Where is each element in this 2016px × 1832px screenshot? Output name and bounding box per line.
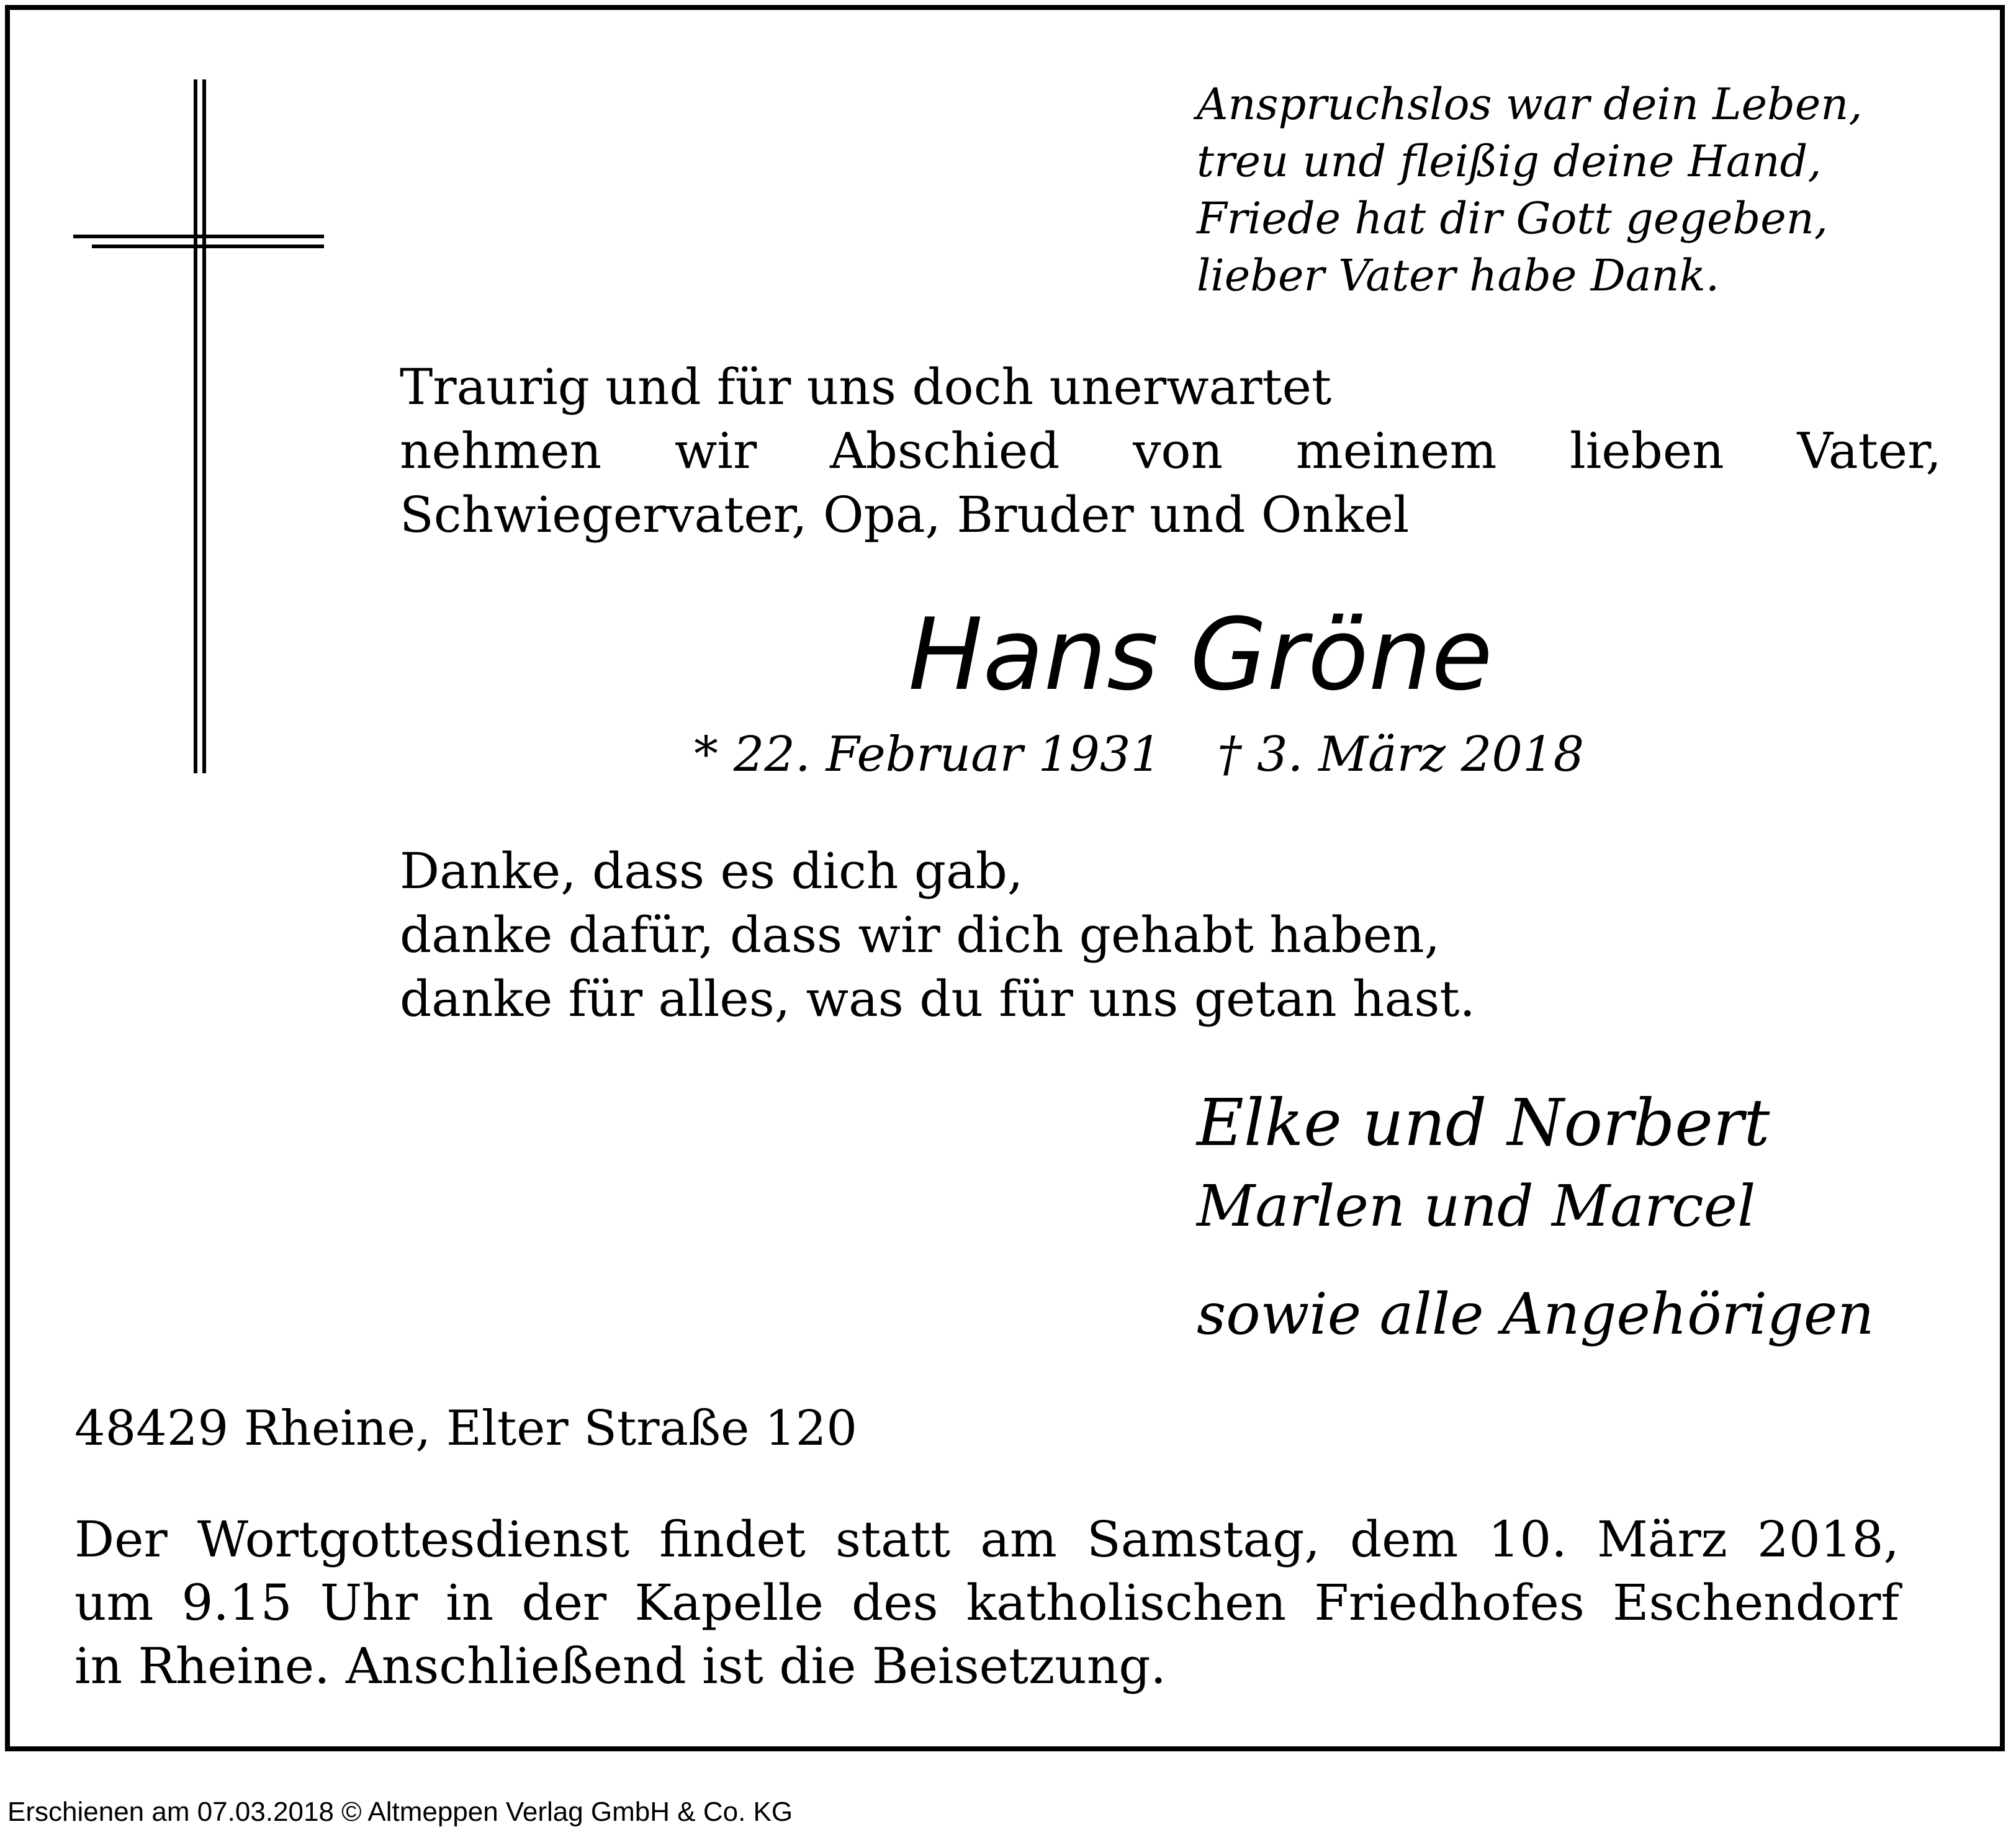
service-word: Der <box>74 1511 168 1568</box>
deceased-name: Hans Gröne <box>908 596 1493 712</box>
family-primary: Elke und Norbert <box>1197 1085 1770 1161</box>
intro-word: lieben <box>1570 422 1724 480</box>
service-word: Friedhofes <box>1314 1574 1585 1632</box>
service-word: Uhr <box>320 1574 418 1632</box>
intro-word: Abschied <box>829 422 1060 480</box>
family-secondary: Marlen und Marcel <box>1197 1173 1756 1239</box>
service-info <box>74 1508 1899 1698</box>
intro-line: Schwiegervater, Opa, Bruder und Onkel <box>400 486 1410 544</box>
service-word: 9.15 <box>181 1574 292 1632</box>
service-word: in <box>446 1574 494 1632</box>
intro-line: Traurig und für uns doch unerwartet <box>400 358 1332 416</box>
poem-line: Anspruchslos war dein Leben, <box>1197 79 1863 130</box>
service-word: der <box>521 1574 607 1632</box>
service-word: 10. <box>1488 1511 1567 1568</box>
intro-word: meinem <box>1295 422 1497 480</box>
poem-line: lieber Vater habe Dank. <box>1197 250 1720 301</box>
service-word: um <box>74 1574 154 1632</box>
service-word: dem <box>1349 1511 1459 1568</box>
death-date: † 3. März 2018 <box>1217 727 1585 783</box>
service-word: Kapelle <box>634 1574 824 1632</box>
intro-word: nehmen <box>400 422 602 480</box>
family-relatives: sowie alle Angehörigen <box>1197 1281 1874 1347</box>
service-word: Eschendorf <box>1613 1574 1899 1632</box>
service-word: Wortgottesdienst <box>197 1511 630 1568</box>
intro-word: wir <box>674 422 757 480</box>
publication-footer: Erschienen am 07.03.2018 © Altmeppen Verlag GmbH & Co. KG <box>7 1797 793 1827</box>
intro-word: von <box>1133 422 1223 480</box>
thanks-line: danke dafür, dass wir dich gehabt haben, <box>400 906 1441 964</box>
service-line: in Rheine. Anschließend ist die Beisetzung. <box>74 1637 1166 1695</box>
service-word: März <box>1596 1511 1727 1568</box>
service-word: am <box>980 1511 1057 1568</box>
life-dates <box>694 724 1584 786</box>
service-line-justified <box>74 1508 1899 1571</box>
service-line-justified <box>74 1571 1899 1635</box>
service-word: katholischen <box>966 1574 1287 1632</box>
intro-line-justified <box>400 419 1942 483</box>
service-word: 2018, <box>1757 1511 1899 1568</box>
service-word: Samstag, <box>1086 1511 1320 1568</box>
address: 48429 Rheine, Elter Straße 120 <box>74 1401 857 1457</box>
thanks-line: Danke, dass es dich gab, <box>400 842 1024 900</box>
intro-text <box>400 355 1942 547</box>
poem-line: treu und fleißig deine Hand, <box>1197 136 1822 187</box>
poem-line: Friede hat dir Gott gegeben, <box>1197 193 1829 244</box>
service-word: des <box>851 1574 938 1632</box>
birth-date: * 22. Februar 1931 <box>694 727 1162 783</box>
poem-verse <box>1197 76 1863 304</box>
service-word: findet <box>659 1511 806 1568</box>
service-word: statt <box>835 1511 951 1568</box>
intro-word: Vater, <box>1797 422 1942 480</box>
thanks-text <box>400 839 1475 1031</box>
thanks-line: danke für alles, was du für uns getan hast. <box>400 970 1475 1028</box>
